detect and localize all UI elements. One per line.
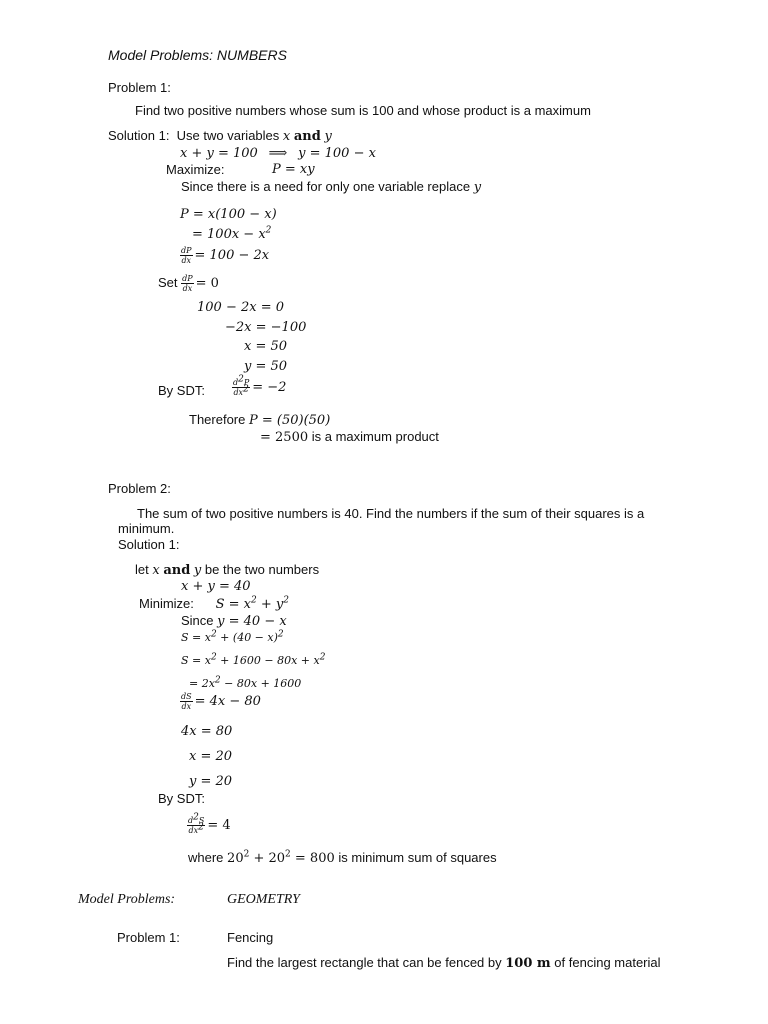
p2-step-1: 4x = 80	[181, 724, 233, 739]
since-label: Since	[181, 613, 214, 628]
p2-step-3: y = 20	[189, 774, 233, 789]
since-expr: y = 40 − x	[217, 614, 287, 629]
ds-dx-fraction: $\frac{dS}{dx}$	[181, 692, 192, 711]
solution-label: Solution 1:	[108, 128, 170, 143]
let-text: let	[135, 562, 149, 577]
step-3: x = 50	[244, 339, 288, 354]
p-equation-1: P = x(100 − x)	[180, 207, 277, 222]
statement-post: of fencing material	[554, 955, 661, 970]
where-expr: $20^2 + 20^2 = 800$	[227, 849, 335, 866]
where-text: is minimum sum of squares	[338, 850, 497, 865]
minimize-line	[139, 596, 289, 613]
result-text: is a maximum product	[311, 429, 439, 444]
where-label: where	[188, 850, 224, 865]
solution-1-line: Solution 1: Use two variables x and y	[108, 128, 332, 144]
geometry-problem-1-statement	[227, 955, 661, 972]
p2-sdt-label: By SDT:	[158, 791, 205, 806]
minimize-label: Minimize:	[139, 596, 194, 611]
p-equation-2-line: = $100x - x^2$	[192, 225, 272, 242]
problem-1-statement: Find two positive numbers whose sum is 100 and whose product is a maximum	[135, 103, 591, 118]
sdt-expression	[232, 374, 287, 397]
problem-1-label: Problem 1:	[108, 80, 171, 95]
replace-text-line	[181, 179, 481, 196]
derivative-line	[180, 246, 269, 265]
p2-step-2: x = 20	[189, 749, 233, 764]
let-suffix: be the two numbers	[204, 562, 320, 577]
step-4: y = 50	[244, 359, 288, 374]
p2-sum-equation: x + y = 40	[181, 579, 251, 594]
set-label: Set	[158, 274, 178, 290]
second-derivative-fraction: $\frac{d^2P}{dx^2}$	[233, 374, 250, 397]
derivative-rhs: = 100 − 2x	[194, 247, 270, 263]
implies-symbol: ⟹	[268, 146, 288, 161]
statement-pre: Find the largest rectangle that can be fenced by	[227, 955, 502, 970]
result-line	[260, 429, 439, 446]
sum-equation-line	[180, 145, 376, 162]
geometry-problem-1-label: Problem 1:	[117, 930, 180, 945]
sdt-rhs: = −2	[252, 379, 287, 395]
therefore-expr: P = (50)(50)	[249, 413, 331, 428]
minimize-expr: $S = x^2 + y^2$	[215, 595, 289, 612]
step-1: 100 − 2x = 0	[197, 300, 285, 315]
geometry-title-left: Model Problems:	[78, 892, 176, 907]
s-substitution: $S = x^2 + (40 - x)^2$	[181, 629, 284, 644]
replace-text: Since there is a need for only one variable replace	[181, 179, 471, 194]
numbers-title: Model Problems: NUMBERS	[108, 47, 287, 63]
problem-2-statement-line2: minimum.	[118, 521, 175, 536]
y-equation: y = 100 − x	[298, 146, 376, 161]
result-value: = 2500	[260, 430, 309, 445]
problem-2-statement-line1: The sum of two positive numbers is 40. Find the numbers if the sum of their squares is a	[137, 506, 645, 521]
set-dp-dx-fraction: $\frac{dP}{dx}$	[182, 274, 193, 293]
replace-var: y	[473, 180, 482, 195]
set-rhs: = 0	[195, 275, 219, 291]
sum-equation: x + y = 100	[180, 146, 258, 161]
let-line: let x and y be the two numbers	[135, 562, 320, 578]
set-line	[158, 274, 219, 293]
since-line	[181, 613, 287, 630]
geometry-problem-1-name: Fencing	[227, 930, 274, 945]
ds-dx-rhs: = 4x − 80	[194, 693, 261, 709]
maximize-expr: P = xy	[272, 162, 315, 177]
problem-2-solution-label: Solution 1:	[118, 537, 180, 552]
solution-intro: Use two variables	[176, 128, 280, 143]
problem-2-label: Problem 2:	[108, 481, 171, 496]
p2-sdt-expression	[187, 812, 231, 835]
ds-dx-line	[180, 692, 261, 711]
statement-value: 100 m	[505, 956, 551, 971]
maximize-label: Maximize:	[166, 162, 225, 177]
p2-sdt-rhs: = 4	[207, 817, 231, 833]
p-equation-2: = 100x − x	[192, 227, 266, 242]
s-expansion: $S = x^2 + 1600 - 80x + x^2$	[181, 652, 326, 667]
therefore-label: Therefore	[189, 412, 246, 427]
dp-dx-fraction: $\frac{dP}{dx}$	[181, 246, 192, 265]
geometry-title-right: GEOMETRY	[227, 892, 300, 907]
step-2: −2x = −100	[225, 320, 307, 335]
s-simplified: = $2x^2 - 80x + 1600$	[189, 675, 302, 690]
p2-second-derivative-fraction: $\frac{d^2S}{dx^2}$	[188, 812, 205, 835]
therefore-line	[189, 412, 330, 429]
sdt-label: By SDT:	[158, 383, 205, 398]
where-line	[188, 850, 497, 867]
